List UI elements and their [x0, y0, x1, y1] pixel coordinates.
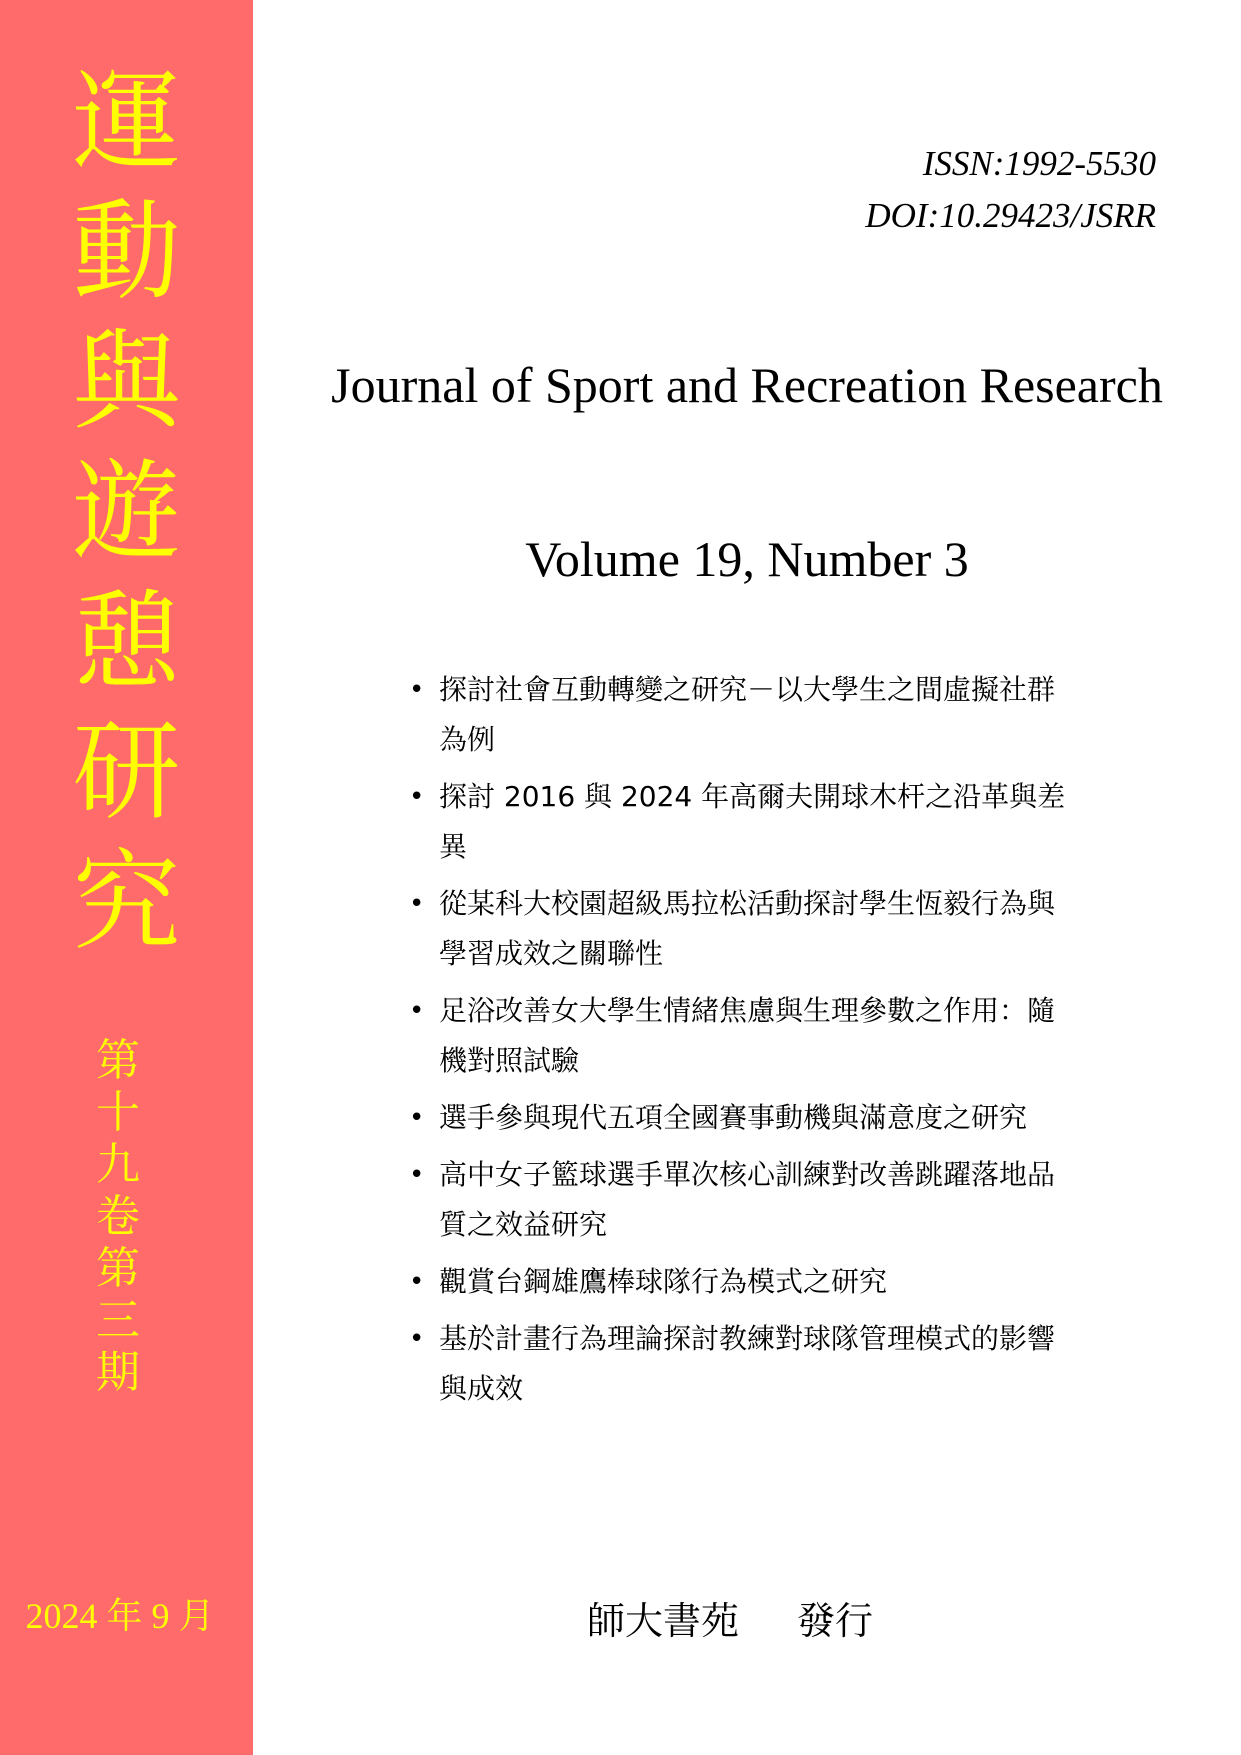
- title-char: 與: [72, 320, 181, 445]
- article-item: • 探討社會互動轉變之研究－以大學生之間虛擬社群為例: [405, 665, 1079, 765]
- title-char: 動: [72, 190, 181, 315]
- issue-char: 第: [96, 1243, 140, 1294]
- article-item: • 觀賞台鋼雄鷹棒球隊行為模式之研究: [405, 1257, 1079, 1307]
- identifier-block: [865, 138, 1156, 242]
- title-char: 研: [72, 710, 181, 835]
- publisher-action: 發行: [797, 1599, 874, 1643]
- sidebar: [0, 0, 253, 1755]
- title-char: 究: [72, 840, 181, 965]
- article-item: • 選手參與現代五項全國賽事動機與滿意度之研究: [405, 1093, 1079, 1143]
- issue-char: 卷: [96, 1191, 140, 1242]
- title-char: 運: [72, 60, 181, 185]
- doi: DOI:10.29423/JSRR: [865, 196, 1156, 235]
- volume-number: Volume 19, Number 3: [525, 531, 969, 587]
- article-item: • 足浴改善女大學生情緒焦慮與生理參數之作用：隨機對照試驗: [405, 986, 1079, 1086]
- article-list: [405, 665, 1105, 1421]
- journal-title: Journal of Sport and Recreation Research: [331, 357, 1163, 413]
- article-item: • 高中女子籃球選手單次核心訓練對改善跳躍落地品質之效益研究: [405, 1150, 1079, 1250]
- publication-date: 2024 年 9 月: [25, 1596, 215, 1636]
- vertical-journal-title: [0, 58, 253, 968]
- issue-char: 十: [96, 1087, 140, 1138]
- issue-char: 九: [96, 1139, 140, 1190]
- issue-char: 第: [96, 1035, 140, 1086]
- article-item: • 從某科大校園超級馬拉松活動探討學生恆毅行為與學習成效之關聯性: [405, 879, 1079, 979]
- title-char: 遊: [72, 450, 181, 575]
- title-char: 憩: [72, 580, 181, 705]
- issn: ISSN:1992-5530: [922, 144, 1156, 183]
- publisher-name: 師大書苑: [587, 1599, 740, 1643]
- article-item: • 基於計畫行為理論探討教練對球隊管理模式的影響與成效: [405, 1314, 1079, 1414]
- article-item: • 探討 2016 與 2024 年高爾夫開球木杆之沿革與差異: [405, 772, 1079, 872]
- publisher-line: [587, 1590, 873, 1645]
- issue-char: 三: [96, 1295, 140, 1346]
- vertical-issue-label: [0, 1035, 236, 1399]
- issue-char: 期: [96, 1347, 140, 1398]
